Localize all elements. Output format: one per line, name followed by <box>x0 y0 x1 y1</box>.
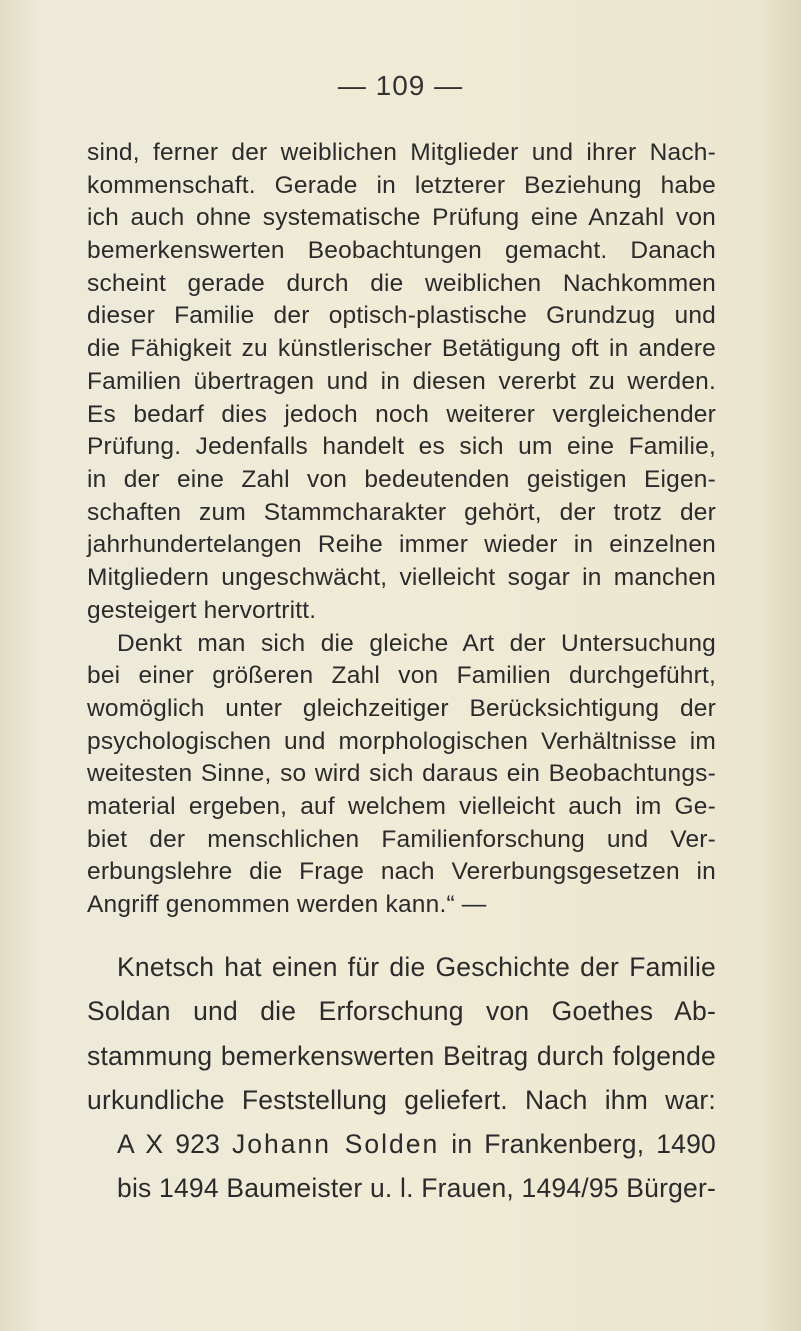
entry-person-name: Johann Solden <box>232 1129 440 1159</box>
paragraph-2 <box>87 628 716 922</box>
text-line: bemerkenswerten Beobachtungen gemacht. Danach <box>87 237 716 265</box>
text-line: womöglich unter gleichzeitiger Berücksichtigung der <box>87 694 716 722</box>
text-line: weitesten Sinne, so wird sich daraus ein Beobachtungs- <box>87 760 716 788</box>
text-line: Angriff genommen werden kann.“ — <box>87 891 487 918</box>
text-line: Es bedarf dies jedoch noch weiterer vergleichender <box>87 400 716 428</box>
text-line: Denkt man sich die gleiche Art der Untersuchung <box>117 629 716 657</box>
text-line: bei einer größeren Zahl von Familien durchgeführt, <box>87 662 716 690</box>
text-line: sind, ferner der weiblichen Mitglieder und ihrer Nach- <box>87 139 716 166</box>
text-line: material ergeben, auf welchem vielleicht auch im Ge- <box>87 792 716 820</box>
entry-line-2: bis 1494 Baumeister u. l. Frauen, 1494/95 Bürger- <box>117 1173 717 1204</box>
text-line: erbungslehre die Frage nach Vererbungsgesetzen in <box>87 858 716 886</box>
text-line: dieser Familie der optisch-plastische Grundzug und <box>87 302 716 330</box>
text-line: jahrhundertelangen Reihe immer wieder in einzelnen <box>87 531 716 559</box>
text-line: die Fähigkeit zu künstlerischer Betätigung oft in andere <box>87 335 716 363</box>
text-line: kommenschaft. Gerade in letzterer Beziehung habe <box>87 171 716 199</box>
text-line: scheint gerade durch die weiblichen Nachkommen <box>87 269 716 297</box>
text-line: biet der menschlichen Familienforschung und Ver- <box>87 825 716 853</box>
entry-id: A X 923 <box>117 1129 221 1159</box>
text-line: psychologischen und morphologischen Verhältnisse im <box>87 727 716 755</box>
text-line: schaften zum Stammcharakter gehört, der trotz der <box>87 498 716 526</box>
entry-location-date: in Frankenberg, 1490 <box>451 1129 716 1159</box>
text-line: gesteigert hervortritt. <box>87 596 317 624</box>
text-line: Familien übertragen und in diesen vererbt zu werden. <box>87 367 716 395</box>
text-line: Mitgliedern ungeschwächt, vielleicht sogar in manchen <box>87 563 716 591</box>
page-number: — 109 — <box>337 70 464 101</box>
text-line: Soldan und die Erforschung von Goethes Ab- <box>87 996 716 1027</box>
text-line: Knetsch hat einen für die Geschichte der Familie <box>117 952 716 982</box>
genealogy-entry <box>87 1122 716 1211</box>
entry-line-1 <box>87 1122 716 1166</box>
paragraph-1 <box>87 137 716 627</box>
text-line: stammung bemerkenswerten Beitrag durch folgende <box>87 1040 716 1071</box>
text-line: urkundliche Feststellung geliefert. Nach ihm war: <box>87 1084 716 1115</box>
text-line: ich auch ohne systematische Prüfung eine Anzahl von <box>87 204 716 232</box>
text-line: in der eine Zahl von bedeutenden geistigen Eigen- <box>87 465 716 493</box>
text-line: Prüfung. Jedenfalls handelt es sich um eine Familie, <box>87 433 716 461</box>
paragraph-3 <box>87 945 716 1122</box>
